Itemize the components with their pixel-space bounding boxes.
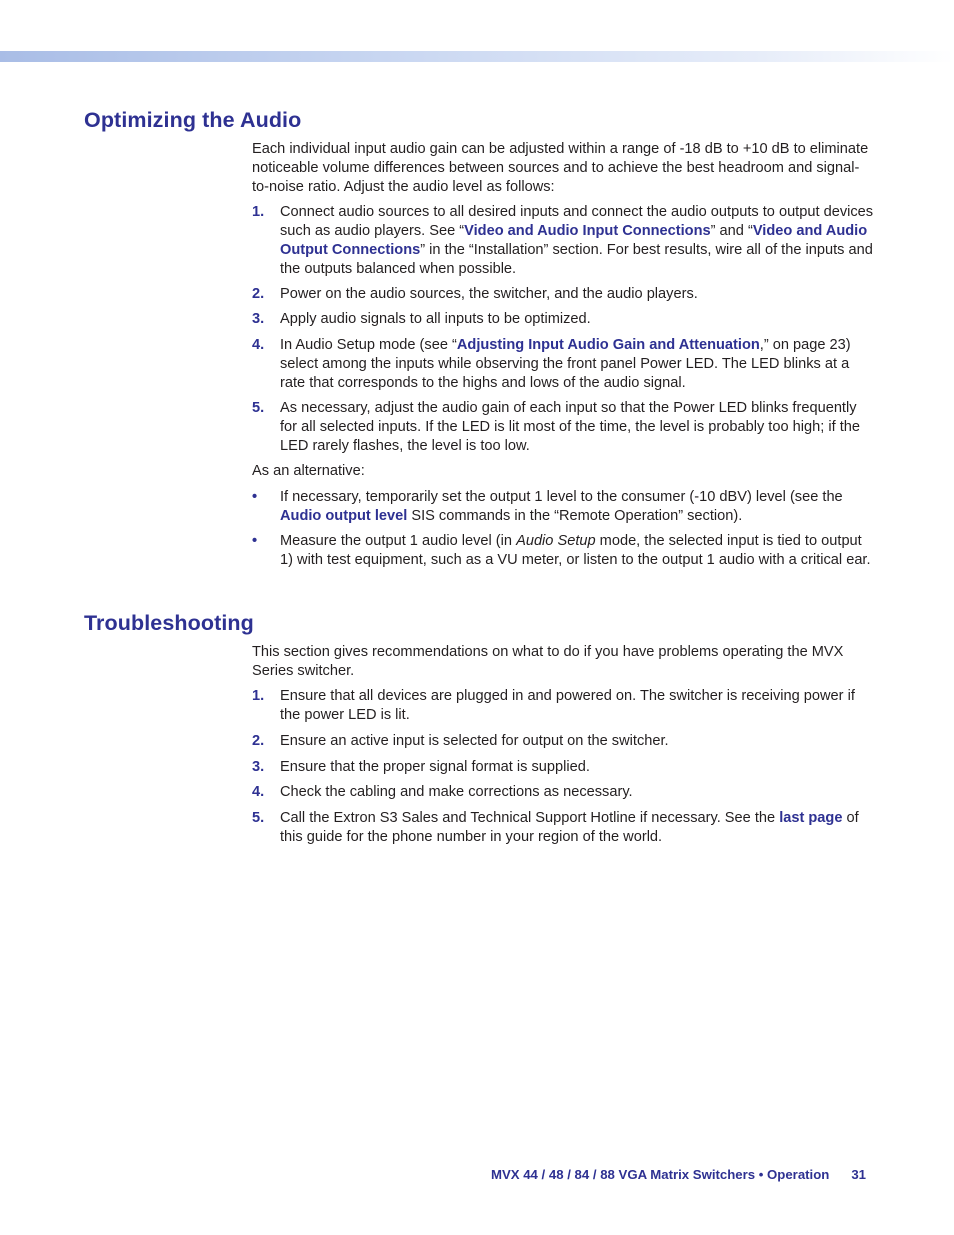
step-text: Check the cabling and make corrections as necessary. xyxy=(280,784,633,800)
section-heading-optimizing-audio: Optimizing the Audio xyxy=(84,108,302,132)
step-text: As necessary, adjust the audio gain of each input so that the Power LED blinks frequently for all selected inputs. If the LED is lit most of the time, the level is probably too high; if the LED rarely flashes, the level is too low. xyxy=(280,400,860,454)
step-number: 1. xyxy=(252,688,265,704)
section1-step-3 xyxy=(252,310,874,329)
step-text: Ensure that all devices are plugged in and powered on. The switcher is receiving power if the power LED is lit. xyxy=(280,688,855,723)
bullet-text: If necessary, temporarily set the output 1 level to the consumer (-10 dBV) level (see the Audio output level SIS commands in the “Remote Operation” section). xyxy=(280,489,843,524)
step-text: In Audio Setup mode (see “Adjusting Input Audio Gain and Attenuation,” on page 23) select among the inputs while observing the front panel Power LED. The LED blinks at a rate that corresponds to the highs and lows of the audio signal. xyxy=(280,337,851,391)
section2-step-4 xyxy=(252,783,874,802)
link-audio-output-level[interactable]: Audio output level xyxy=(280,508,408,524)
bullet-text: Measure the output 1 audio level (in Audio Setup mode, the selected input is tied to output 1) with test equipment, such as a VU meter, or listen to the output 1 audio with a critical ear. xyxy=(280,533,871,568)
step-number: 3. xyxy=(252,759,265,775)
bullet-marker: • xyxy=(252,533,258,549)
header-color-band xyxy=(0,51,954,62)
step-number: 5. xyxy=(252,810,265,826)
section-heading-troubleshooting: Troubleshooting xyxy=(84,611,254,635)
section2-step-2 xyxy=(252,732,874,751)
link-adjusting-input-audio-gain[interactable]: Adjusting Input Audio Gain and Attenuation xyxy=(456,337,760,353)
section1-bullet-1 xyxy=(252,488,874,526)
step-number: 2. xyxy=(252,733,265,749)
bullet-marker: • xyxy=(252,489,258,505)
step-number: 4. xyxy=(252,784,265,800)
step-number: 3. xyxy=(252,311,265,327)
section2-step-3 xyxy=(252,758,874,777)
link-video-audio-output-connections[interactable]: Video and Audio Output Connections xyxy=(280,223,868,258)
section2-intro xyxy=(252,643,874,681)
step-text: Power on the audio sources, the switcher, and the audio players. xyxy=(280,286,698,302)
step-text: Ensure that the proper signal format is supplied. xyxy=(280,759,590,775)
section1-step-4 xyxy=(252,336,874,393)
section1-step-5 xyxy=(252,399,874,456)
step-number: 2. xyxy=(252,286,265,302)
section1-step-1 xyxy=(252,203,874,279)
step-number: 4. xyxy=(252,337,265,353)
page-footer xyxy=(491,1167,866,1182)
alternative-label: As an alternative: xyxy=(252,463,365,479)
section2-step-1 xyxy=(252,687,874,725)
alternative-label-block xyxy=(252,462,874,481)
step-text: Call the Extron S3 Sales and Technical Support Hotline if necessary. See the last page of this guide for the phone number in your region of the world. xyxy=(280,810,859,845)
section2-intro-text: This section gives recommendations on what to do if you have problems operating the MVX Series switcher. xyxy=(252,644,844,679)
page-number: 31 xyxy=(851,1167,866,1182)
link-last-page[interactable]: last page xyxy=(779,810,843,826)
step-number: 5. xyxy=(252,400,265,416)
step-number: 1. xyxy=(252,204,265,220)
section1-step-2 xyxy=(252,285,874,304)
section1-intro xyxy=(252,140,874,197)
step-text: Ensure an active input is selected for output on the switcher. xyxy=(280,733,669,749)
section1-intro-text: Each individual input audio gain can be adjusted within a range of -18 dB to +10 dB to eliminate noticeable volume differences between sources and to achieve the best headroom and signal-to-noise ratio. Adjust the audio level as follows: xyxy=(252,141,869,195)
footer-title: MVX 44 / 48 / 84 / 88 VGA Matrix Switchers • Operation xyxy=(490,1167,830,1182)
section2-step-5 xyxy=(252,809,874,847)
step-text: Connect audio sources to all desired inputs and connect the audio outputs to output devices such as audio players. See “Video and Audio Input Connections” and “Video and Audio Output Connections” in the “Installation” section. For best results, wire all of the inputs and the outputs balanced when possible. xyxy=(280,204,874,277)
step-text: Apply audio signals to all inputs to be optimized. xyxy=(280,311,591,327)
section1-bullet-2 xyxy=(252,532,874,570)
link-video-audio-input-connections[interactable]: Video and Audio Input Connections xyxy=(464,223,711,239)
